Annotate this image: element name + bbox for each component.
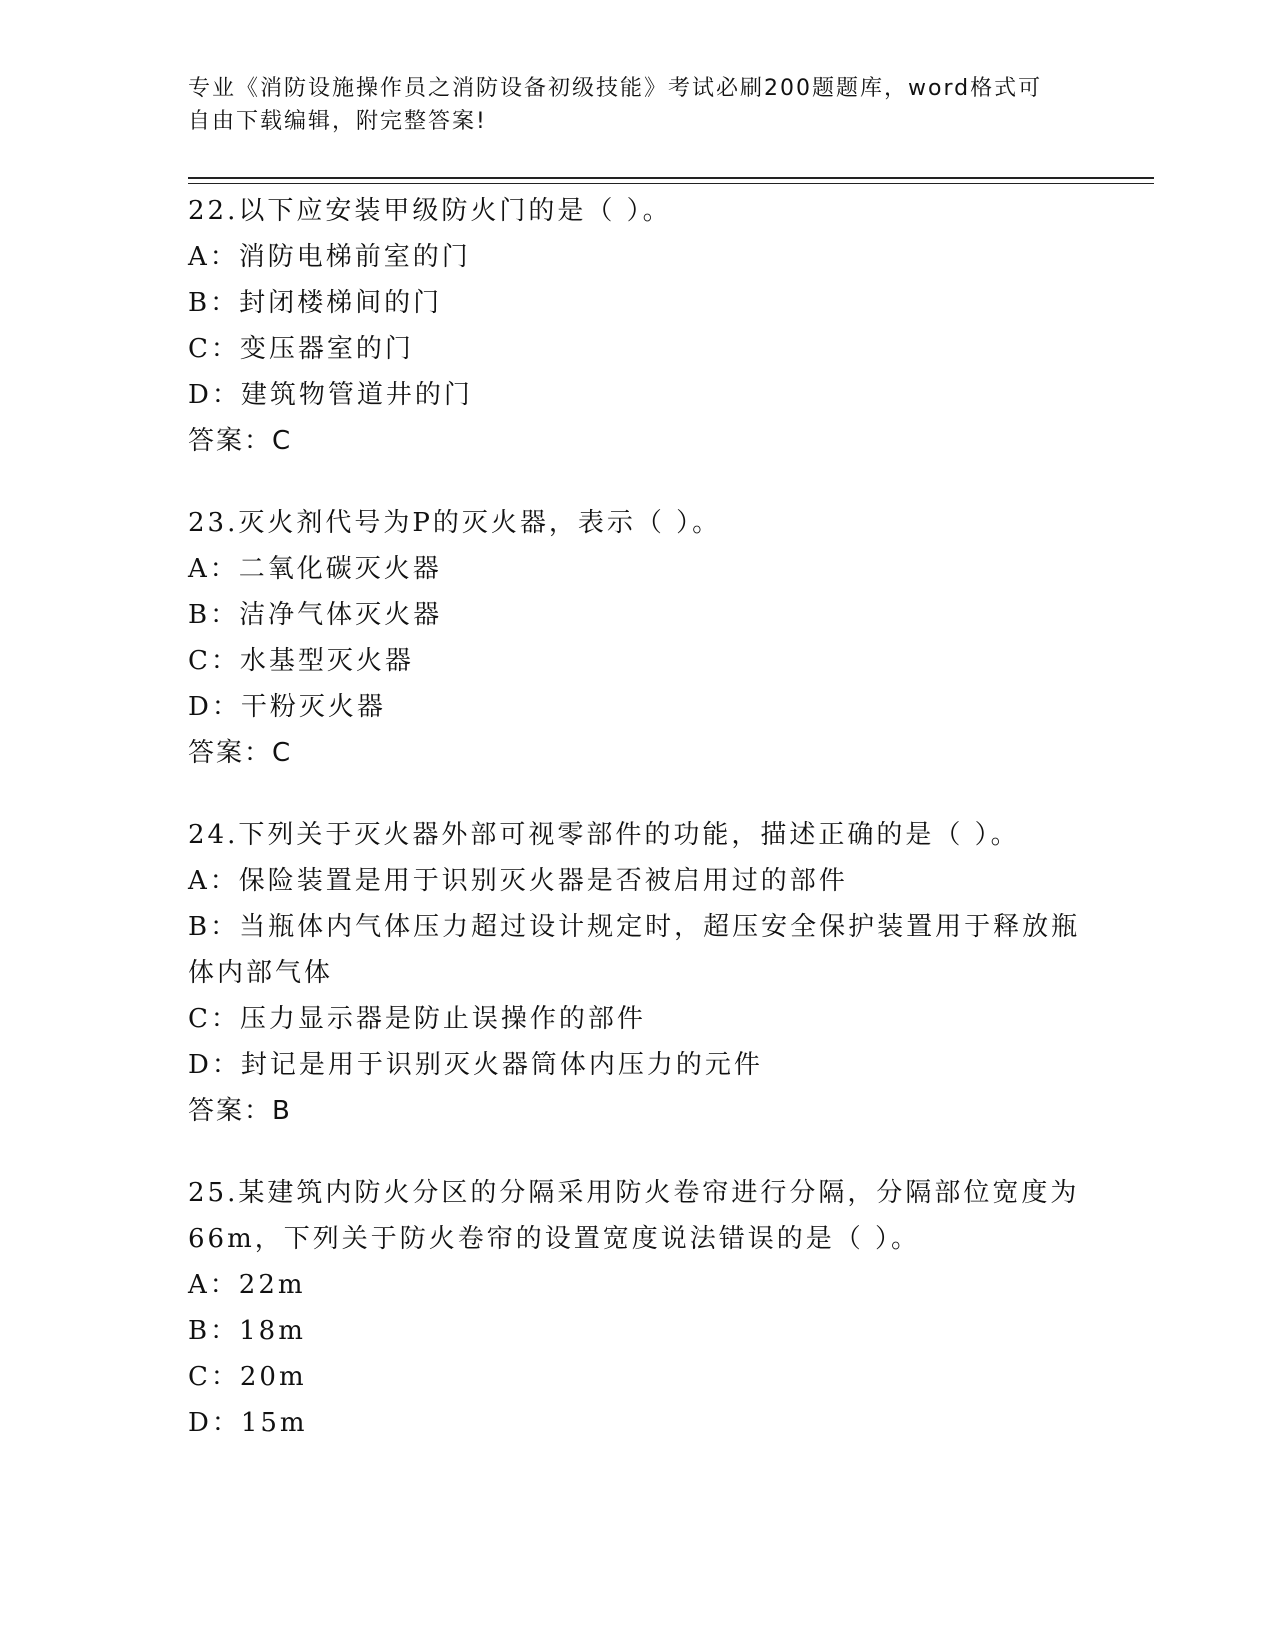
answer: 答案：C: [188, 738, 293, 768]
question-stem: 25.某建筑内防火分区的分隔采用防火卷帘进行分隔，分隔部位宽度为66m，下列关于防火卷帘的设置宽度说法错误的是（ ）。: [188, 1178, 1080, 1254]
header-divider-thin: [188, 183, 1154, 184]
question-25: [188, 1170, 1088, 1446]
question-22: [188, 188, 1088, 464]
option-b: B：18m: [188, 1316, 306, 1346]
option-a: A：保险装置是用于识别灭火器是否被启用过的部件: [188, 866, 848, 896]
document-header: [188, 72, 1058, 138]
option-b: B：封闭楼梯间的门: [188, 288, 443, 318]
question-list: [188, 188, 1088, 1482]
option-d: D：封记是用于识别灭火器筒体内压力的元件: [188, 1050, 763, 1080]
option-a: A：消防电梯前室的门: [188, 242, 471, 272]
option-d: D：建筑物管道井的门: [188, 380, 473, 410]
question-stem: 22.以下应安装甲级防火门的是（ ）。: [188, 196, 672, 226]
option-b: B：洁净气体灭火器: [188, 600, 443, 630]
option-a: A：二氧化碳灭火器: [188, 554, 442, 584]
answer: 答案：C: [188, 426, 293, 456]
header-divider-thick: [188, 177, 1154, 179]
option-c: C：变压器室的门: [188, 334, 414, 364]
header-line-1: 专业《消防设施操作员之消防设备初级技能》考试必刷200题题库，word格式可: [188, 76, 1043, 101]
option-b: B：当瓶体内气体压力超过设计规定时，超压安全保护装置用于释放瓶体内部气体: [188, 912, 1081, 988]
option-c: C：20m: [188, 1362, 307, 1392]
option-c: C：水基型灭火器: [188, 646, 414, 676]
question-24: [188, 812, 1088, 1134]
option-a: A：22m: [188, 1270, 306, 1300]
option-c: C：压力显示器是防止误操作的部件: [188, 1004, 646, 1034]
option-d: D：干粉灭火器: [188, 692, 386, 722]
question-stem: 23.灭火剂代号为P的灭火器，表示（ ）。: [188, 508, 722, 538]
header-line-2: 自由下载编辑，附完整答案!: [188, 109, 487, 134]
option-d: D：15m: [188, 1408, 308, 1438]
answer: 答案：B: [188, 1096, 292, 1126]
question-23: [188, 500, 1088, 776]
question-stem: 24.下列关于灭火器外部可视零部件的功能，描述正确的是（ ）。: [188, 820, 1020, 850]
